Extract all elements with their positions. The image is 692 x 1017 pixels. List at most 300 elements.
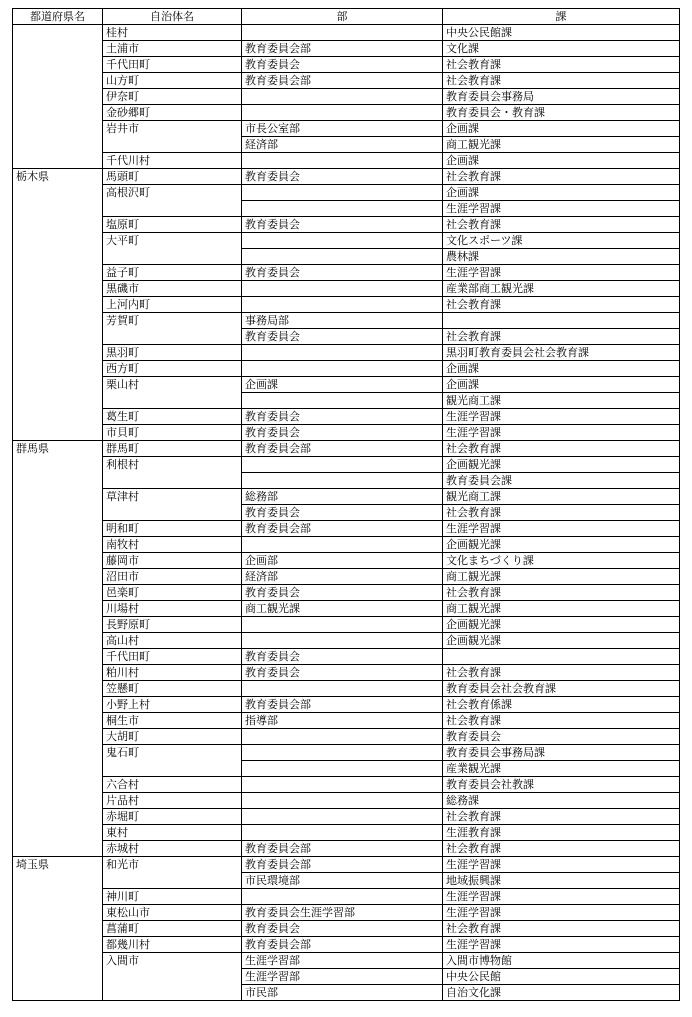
table-row (13, 329, 680, 345)
cell-department: 教育委員会部 (242, 857, 443, 873)
cell-municipality: 邑楽町 (103, 585, 242, 601)
cell-department: 企画部 (242, 553, 443, 569)
cell-municipality: 入間市 (103, 953, 242, 969)
table-row (13, 665, 680, 681)
cell-prefecture (13, 457, 103, 473)
table-row (13, 441, 680, 457)
cell-section: 生涯学習課 (443, 425, 680, 441)
cell-section: 文化課 (443, 41, 680, 57)
cell-prefecture (13, 665, 103, 681)
table-row (13, 457, 680, 473)
cell-prefecture (13, 793, 103, 809)
cell-department: 教育委員会 (242, 665, 443, 681)
table-row (13, 281, 680, 297)
cell-prefecture (13, 233, 103, 249)
cell-prefecture (13, 697, 103, 713)
cell-municipality (103, 393, 242, 409)
table-row (13, 217, 680, 233)
cell-municipality: 土浦市 (103, 41, 242, 57)
cell-department: 教育委員会 (242, 329, 443, 345)
cell-municipality: 高根沢町 (103, 185, 242, 201)
cell-section: 産業部商工観光課 (443, 281, 680, 297)
cell-department: 商工観光課 (242, 601, 443, 617)
cell-section: 生涯学習課 (443, 201, 680, 217)
table-row (13, 585, 680, 601)
cell-municipality: 川場村 (103, 601, 242, 617)
table-row (13, 521, 680, 537)
cell-prefecture (13, 281, 103, 297)
cell-department: 事務局部 (242, 313, 443, 329)
cell-department: 総務部 (242, 489, 443, 505)
cell-municipality (103, 969, 242, 985)
cell-prefecture (13, 825, 103, 841)
cell-department (242, 361, 443, 377)
municipality-department-table (12, 8, 680, 1001)
cell-section: 文化スポーツ課 (443, 233, 680, 249)
cell-section: 商工観光課 (443, 137, 680, 153)
cell-municipality: 粕川村 (103, 665, 242, 681)
table-row (13, 425, 680, 441)
cell-prefecture (13, 985, 103, 1001)
cell-prefecture (13, 841, 103, 857)
header-prefecture: 都道府県名 (13, 9, 103, 25)
table-row (13, 169, 680, 185)
cell-municipality: 草津村 (103, 489, 242, 505)
cell-municipality: 赤城村 (103, 841, 242, 857)
cell-prefecture (13, 329, 103, 345)
cell-department (242, 233, 443, 249)
cell-prefecture (13, 681, 103, 697)
cell-section: 企画課 (443, 153, 680, 169)
cell-section: 社会教育課 (443, 585, 680, 601)
cell-section: 商工観光課 (443, 601, 680, 617)
cell-prefecture (13, 121, 103, 137)
table-row (13, 393, 680, 409)
table-row (13, 73, 680, 89)
cell-municipality: 赤堀町 (103, 809, 242, 825)
cell-department: 教育委員会 (242, 505, 443, 521)
table-row (13, 745, 680, 761)
table-row (13, 921, 680, 937)
table-row (13, 505, 680, 521)
table-row (13, 729, 680, 745)
cell-section: 企画課 (443, 361, 680, 377)
table-row (13, 713, 680, 729)
cell-section: 社会教育課 (443, 921, 680, 937)
table-row (13, 153, 680, 169)
cell-municipality: 明和町 (103, 521, 242, 537)
cell-section: 教育委員会社教課 (443, 777, 680, 793)
cell-department: 経済部 (242, 137, 443, 153)
cell-prefecture (13, 537, 103, 553)
table-row (13, 25, 680, 41)
cell-prefecture (13, 761, 103, 777)
cell-section: 生涯教育課 (443, 825, 680, 841)
table-row (13, 137, 680, 153)
cell-section: 生涯学習課 (443, 889, 680, 905)
cell-municipality: 岩井市 (103, 121, 242, 137)
cell-municipality: 山方町 (103, 73, 242, 89)
cell-municipality (103, 249, 242, 265)
cell-section: 総務課 (443, 793, 680, 809)
cell-department (242, 809, 443, 825)
cell-department (242, 457, 443, 473)
table-row (13, 617, 680, 633)
cell-section: 企画課 (443, 185, 680, 201)
cell-section: 社会教育課 (443, 329, 680, 345)
cell-municipality: 千代田町 (103, 649, 242, 665)
cell-department (242, 185, 443, 201)
cell-municipality (103, 329, 242, 345)
cell-municipality: 大胡町 (103, 729, 242, 745)
cell-department: 市長公室部 (242, 121, 443, 137)
cell-section: 社会教育課 (443, 713, 680, 729)
cell-municipality: 馬頭町 (103, 169, 242, 185)
cell-department (242, 729, 443, 745)
cell-municipality: 黒羽町 (103, 345, 242, 361)
cell-department (242, 393, 443, 409)
cell-prefecture (13, 313, 103, 329)
table-row (13, 89, 680, 105)
table-row (13, 489, 680, 505)
cell-prefecture (13, 137, 103, 153)
cell-municipality: 小野上村 (103, 697, 242, 713)
cell-prefecture (13, 361, 103, 377)
table-row (13, 265, 680, 281)
cell-municipality: 神川町 (103, 889, 242, 905)
header-row (13, 9, 680, 25)
table-row (13, 937, 680, 953)
cell-prefecture (13, 73, 103, 89)
cell-prefecture (13, 265, 103, 281)
cell-municipality: 塩原町 (103, 217, 242, 233)
cell-prefecture (13, 953, 103, 969)
cell-municipality: 伊奈町 (103, 89, 242, 105)
table-row (13, 377, 680, 393)
cell-prefecture: 埼玉県 (13, 857, 103, 873)
cell-prefecture (13, 505, 103, 521)
cell-prefecture (13, 905, 103, 921)
cell-section: 社会教育係課 (443, 697, 680, 713)
cell-section: 教育委員会課 (443, 473, 680, 489)
cell-department (242, 281, 443, 297)
table-row (13, 201, 680, 217)
header-municipality: 自治体名 (103, 9, 242, 25)
cell-department: 教育委員会 (242, 425, 443, 441)
cell-municipality: 高山村 (103, 633, 242, 649)
cell-section: 自治文化課 (443, 985, 680, 1001)
cell-prefecture (13, 713, 103, 729)
cell-prefecture (13, 809, 103, 825)
cell-section: 地域振興課 (443, 873, 680, 889)
cell-municipality: 沼田市 (103, 569, 242, 585)
cell-section: 観光商工課 (443, 393, 680, 409)
cell-section: 社会教育課 (443, 57, 680, 73)
cell-department (242, 889, 443, 905)
table-row (13, 313, 680, 329)
cell-municipality: 大平町 (103, 233, 242, 249)
header-department: 部 (242, 9, 443, 25)
table-row (13, 569, 680, 585)
cell-department: 生涯学習部 (242, 953, 443, 969)
table-row (13, 121, 680, 137)
table-row (13, 697, 680, 713)
cell-prefecture (13, 409, 103, 425)
cell-department: 教育委員会部 (242, 41, 443, 57)
cell-department (242, 473, 443, 489)
cell-section: 社会教育課 (443, 665, 680, 681)
cell-department: 市民環境部 (242, 873, 443, 889)
cell-section: 生涯学習課 (443, 521, 680, 537)
cell-department (242, 793, 443, 809)
cell-department: 指導部 (242, 713, 443, 729)
cell-department (242, 617, 443, 633)
cell-section: 商工観光課 (443, 569, 680, 585)
cell-section: 生涯学習課 (443, 937, 680, 953)
cell-section: 生涯学習課 (443, 905, 680, 921)
cell-prefecture (13, 105, 103, 121)
table-row (13, 777, 680, 793)
cell-section: 社会教育課 (443, 441, 680, 457)
cell-prefecture (13, 569, 103, 585)
cell-section: 入間市博物館 (443, 953, 680, 969)
cell-section: 社会教育課 (443, 217, 680, 233)
cell-prefecture (13, 745, 103, 761)
cell-prefecture (13, 777, 103, 793)
cell-department (242, 89, 443, 105)
cell-prefecture (13, 425, 103, 441)
table-row (13, 633, 680, 649)
table-row (13, 857, 680, 873)
table-row (13, 681, 680, 697)
cell-municipality: 長野原町 (103, 617, 242, 633)
cell-prefecture (13, 345, 103, 361)
cell-section: 企画観光課 (443, 457, 680, 473)
cell-municipality: 都幾川村 (103, 937, 242, 953)
table-row (13, 409, 680, 425)
cell-department: 教育委員会 (242, 265, 443, 281)
cell-municipality: 葛生町 (103, 409, 242, 425)
cell-prefecture (13, 889, 103, 905)
table-row (13, 249, 680, 265)
cell-department: 企画課 (242, 377, 443, 393)
cell-municipality (103, 473, 242, 489)
cell-department (242, 633, 443, 649)
table-row (13, 825, 680, 841)
cell-municipality: 藤岡市 (103, 553, 242, 569)
cell-municipality: 菖蒲町 (103, 921, 242, 937)
table-row (13, 185, 680, 201)
cell-section: 中央公民館 (443, 969, 680, 985)
table-row (13, 41, 680, 57)
table-row (13, 473, 680, 489)
cell-prefecture (13, 729, 103, 745)
cell-section: 教育委員会社会教育課 (443, 681, 680, 697)
cell-department: 市民部 (242, 985, 443, 1001)
cell-department: 教育委員会部 (242, 937, 443, 953)
cell-municipality: 和光市 (103, 857, 242, 873)
cell-prefecture (13, 553, 103, 569)
cell-section: 社会教育課 (443, 809, 680, 825)
cell-municipality: 笠懸町 (103, 681, 242, 697)
table-row (13, 601, 680, 617)
cell-municipality: 東松山市 (103, 905, 242, 921)
cell-prefecture (13, 377, 103, 393)
cell-prefecture (13, 89, 103, 105)
cell-municipality (103, 985, 242, 1001)
table-row (13, 361, 680, 377)
cell-prefecture (13, 473, 103, 489)
cell-section: 生涯学習課 (443, 409, 680, 425)
table-row (13, 345, 680, 361)
cell-prefecture (13, 937, 103, 953)
cell-department: 教育委員会生涯学習部 (242, 905, 443, 921)
cell-department: 教育委員会部 (242, 441, 443, 457)
cell-prefecture (13, 57, 103, 73)
cell-prefecture (13, 185, 103, 201)
table-row (13, 873, 680, 889)
table-row (13, 761, 680, 777)
cell-municipality: 栗山村 (103, 377, 242, 393)
header-section: 課 (443, 9, 680, 25)
table-row (13, 969, 680, 985)
cell-department: 生涯学習部 (242, 969, 443, 985)
cell-prefecture (13, 969, 103, 985)
table-row (13, 553, 680, 569)
cell-section: 文化まちづくり課 (443, 553, 680, 569)
table-row (13, 649, 680, 665)
cell-prefecture (13, 633, 103, 649)
table-row (13, 985, 680, 1001)
cell-prefecture (13, 649, 103, 665)
cell-section: 教育委員会事務局課 (443, 745, 680, 761)
table-row (13, 953, 680, 969)
cell-prefecture (13, 297, 103, 313)
cell-municipality: 桐生市 (103, 713, 242, 729)
table-row (13, 233, 680, 249)
cell-section: 企画課 (443, 121, 680, 137)
cell-municipality: 群馬町 (103, 441, 242, 457)
cell-section: 生涯学習課 (443, 857, 680, 873)
cell-prefecture (13, 41, 103, 57)
table-row (13, 905, 680, 921)
cell-prefecture (13, 393, 103, 409)
cell-section: 社会教育課 (443, 841, 680, 857)
cell-department: 教育委員会 (242, 169, 443, 185)
cell-department (242, 537, 443, 553)
cell-prefecture (13, 217, 103, 233)
cell-municipality: 鬼石町 (103, 745, 242, 761)
table-row (13, 841, 680, 857)
cell-section: 生涯学習課 (443, 265, 680, 281)
cell-department (242, 345, 443, 361)
cell-municipality: 金砂郷町 (103, 105, 242, 121)
cell-section: 社会教育課 (443, 169, 680, 185)
cell-department: 教育委員会部 (242, 73, 443, 89)
cell-municipality: 南牧村 (103, 537, 242, 553)
cell-department: 教育委員会部 (242, 697, 443, 713)
cell-section: 教育委員会事務局 (443, 89, 680, 105)
cell-prefecture (13, 873, 103, 889)
cell-department (242, 201, 443, 217)
cell-prefecture: 群馬県 (13, 441, 103, 457)
cell-prefecture (13, 585, 103, 601)
cell-municipality (103, 761, 242, 777)
cell-department (242, 761, 443, 777)
cell-municipality: 芳賀町 (103, 313, 242, 329)
cell-department (242, 249, 443, 265)
cell-department: 教育委員会 (242, 217, 443, 233)
cell-section: 企画観光課 (443, 617, 680, 633)
cell-section: 農林課 (443, 249, 680, 265)
cell-section: 企画観光課 (443, 633, 680, 649)
cell-section (443, 313, 680, 329)
cell-department (242, 25, 443, 41)
table-row (13, 809, 680, 825)
cell-municipality (103, 873, 242, 889)
cell-municipality: 六合村 (103, 777, 242, 793)
cell-municipality: 千代川村 (103, 153, 242, 169)
cell-prefecture (13, 601, 103, 617)
table-row (13, 105, 680, 121)
table-row (13, 889, 680, 905)
cell-department: 教育委員会 (242, 921, 443, 937)
cell-municipality: 千代田町 (103, 57, 242, 73)
cell-section: 社会教育課 (443, 505, 680, 521)
cell-department: 教育委員会 (242, 57, 443, 73)
cell-prefecture (13, 921, 103, 937)
cell-department: 教育委員会部 (242, 841, 443, 857)
cell-section: 社会教育課 (443, 297, 680, 313)
table-row (13, 537, 680, 553)
cell-section: 教育委員会・教育課 (443, 105, 680, 121)
cell-department (242, 105, 443, 121)
cell-department (242, 681, 443, 697)
cell-prefecture (13, 489, 103, 505)
cell-section: 産業観光課 (443, 761, 680, 777)
cell-municipality (103, 201, 242, 217)
cell-prefecture: 栃木県 (13, 169, 103, 185)
cell-municipality (103, 505, 242, 521)
table-row (13, 57, 680, 73)
cell-department (242, 745, 443, 761)
cell-department: 教育委員会 (242, 649, 443, 665)
cell-department: 教育委員会 (242, 585, 443, 601)
cell-department (242, 825, 443, 841)
cell-section: 黒羽町教育委員会社会教育課 (443, 345, 680, 361)
cell-department (242, 297, 443, 313)
table-row (13, 793, 680, 809)
cell-municipality: 黒磯市 (103, 281, 242, 297)
cell-municipality: 上河内町 (103, 297, 242, 313)
cell-department (242, 777, 443, 793)
cell-department: 教育委員会部 (242, 521, 443, 537)
cell-section: 中央公民館課 (443, 25, 680, 41)
cell-prefecture (13, 249, 103, 265)
cell-prefecture (13, 617, 103, 633)
cell-section: 社会教育課 (443, 73, 680, 89)
cell-section: 企画観光課 (443, 537, 680, 553)
cell-municipality: 益子町 (103, 265, 242, 281)
cell-municipality: 桂村 (103, 25, 242, 41)
cell-department (242, 153, 443, 169)
cell-municipality: 市貝町 (103, 425, 242, 441)
cell-municipality: 片品村 (103, 793, 242, 809)
cell-municipality: 利根村 (103, 457, 242, 473)
cell-section: 観光商工課 (443, 489, 680, 505)
table-row (13, 297, 680, 313)
cell-prefecture (13, 521, 103, 537)
